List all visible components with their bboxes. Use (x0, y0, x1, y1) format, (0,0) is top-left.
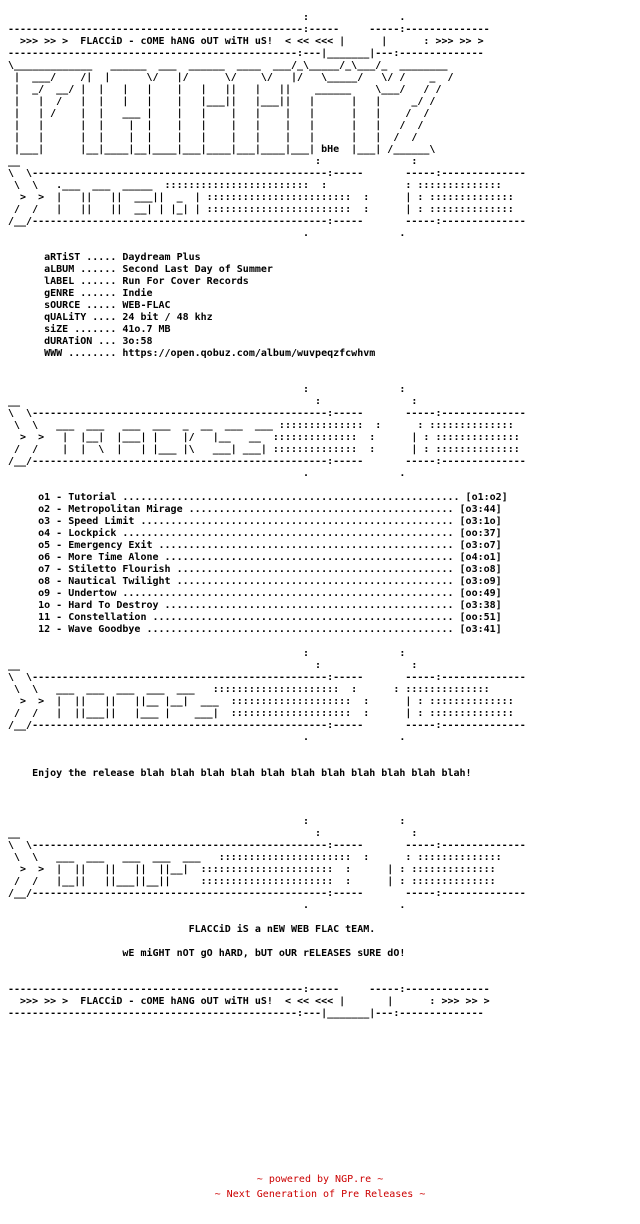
nfo-line: > > | || || || ||__| :::::::::::::::::::::: : | : :::::::::::::: (8, 864, 496, 875)
nfo-line: | | / | | | | | |___|| |___|| | | | _/ / (8, 96, 436, 107)
nfo-line: dURATiON ... 3o:58 (8, 336, 153, 347)
nfo-line: lABEL ...... Run For Cover Records (8, 276, 249, 287)
nfo-text (8, 12, 526, 1020)
nfo-line: \ \-------------------------------------------------:----- -----:-------------- (8, 840, 526, 851)
nfo-line: \ \-------------------------------------------------:----- -----:-------------- (8, 168, 526, 179)
nfo-line: aRTiST ..... Daydream Plus (8, 252, 201, 263)
nfo-line: ------------------------------------------------:---|_______|---:-------------- (8, 1008, 484, 1019)
nfo-line: __ : : (8, 396, 418, 407)
nfo-line: > > | || || ||__ |__| ___ :::::::::::::::::::: : | : :::::::::::::: (8, 696, 514, 707)
nfo-line: >>> >> > FLACCiD - cOME hANG oUT wiTH uS! < << <<< | | : >>> >> > (8, 996, 490, 1007)
nfo-line: aLBUM ...... Second Last Day of Summer (8, 264, 273, 275)
nfo-line: o2 - Metropolitan Mirage ............................................ [o3:44] (8, 504, 502, 515)
nfo-line: siZE ....... 41o.7 MB (8, 324, 171, 335)
nfo-line: : : (8, 384, 406, 395)
nfo-line: / / | | \ | | |___ |\ ___| ___| :::::::::::::: : | : :::::::::::::: (8, 444, 520, 455)
nfo-line: o5 - Emergency Exit ................................................. [o3:o7] (8, 540, 502, 551)
nfo-line: /__/-------------------------------------------------:----- -----:-------------- (8, 456, 526, 467)
nfo-line: sOURCE ..... WEB-FLAC (8, 300, 171, 311)
nfo-line: o4 - Lockpick ....................................................... [oo:37] (8, 528, 502, 539)
nfo-line: Enjoy the release blah blah blah blah blah blah blah blah blah blah blah! (8, 768, 472, 779)
nfo-line: WWW ........ https://open.qobuz.com/album/wuvpeqzfcwhvm (8, 348, 376, 359)
nfo-line: / / | ||___|| |___ | ___| :::::::::::::::::::: : | : :::::::::::::: (8, 708, 514, 719)
nfo-line: -------------------------------------------------:----- -----:-------------- (8, 24, 490, 35)
nfo-line: 1o - Hard To Destroy ................................................ [o3:38] (8, 600, 502, 611)
nfo-line: \ \ ___ ___ ___ ___ _ __ ___ ___ :::::::::::::: : : :::::::::::::: (8, 420, 514, 431)
nfo-line: . . (8, 732, 406, 743)
nfo-line: FLACCiD iS a nEW WEB FLAC tEAM. (8, 924, 376, 935)
nfo-line: o3 - Speed Limit .................................................... [o3:1o] (8, 516, 502, 527)
footer (0, 1172, 640, 1202)
nfo-line: . . (8, 228, 406, 239)
nfo-line: gENRE ...... Indie (8, 288, 153, 299)
nfo-line: | _/ __/ | | | | | | || | || ______ \___/ / / (8, 84, 442, 95)
nfo-line: / / |__|| ||___||__|| :::::::::::::::::::::: : | : :::::::::::::: (8, 876, 496, 887)
nfo-line: | | | | | | | | | | | | | | / / (8, 132, 418, 143)
nfo-line: : . (8, 12, 406, 23)
nfo-line: \ \-------------------------------------------------:----- -----:-------------- (8, 672, 526, 683)
nfo-line: /__/-------------------------------------------------:----- -----:-------------- (8, 888, 526, 899)
nfo-line: /__/-------------------------------------------------:----- -----:-------------- (8, 216, 526, 227)
nfo-line: o8 - Nautical Twilight .............................................. [o3:o9] (8, 576, 502, 587)
nfo-line: >>> >> > FLACCiD - cOME hANG oUT wiTH uS! < << <<< | | : >>> >> > (8, 36, 484, 47)
footer-powered-by: ~ powered by NGP.re ~ (256, 1174, 384, 1185)
nfo-line: | | / | | ___ | | | | | | | | | / / (8, 108, 430, 119)
nfo-line: | ___/ /| | \/ |/ \/ \/ |/ \_____/ \/ / _ / (8, 72, 454, 83)
nfo-line: __ : : (8, 660, 418, 671)
nfo-line: : : (8, 648, 406, 659)
nfo-line: o9 - Undertow ....................................................... [oo:49] (8, 588, 502, 599)
nfo-line: /__/-------------------------------------------------:----- -----:-------------- (8, 720, 526, 731)
nfo-line: __ : : (8, 828, 418, 839)
nfo-line: o7 - Stiletto Flourish .............................................. [o3:o8] (8, 564, 502, 575)
nfo-line: wE miGHT nOT gO hARD, bUT oUR rELEASES sURE dO! (8, 948, 406, 959)
nfo-line: / / | || || __| | |_| | :::::::::::::::::::::::: : | : :::::::::::::: (8, 204, 514, 215)
nfo-line: \ \ ___ ___ ___ ___ ___ :::::::::::::::::::::: : : :::::::::::::: (8, 852, 502, 863)
nfo-line: o1 - Tutorial ........................................................ [o1:o2] (8, 492, 508, 503)
nfo-line: > > | |__| |___| | |/ |__ __ :::::::::::::: : | : :::::::::::::: (8, 432, 520, 443)
nfo-line: -------------------------------------------------:----- -----:-------------- (8, 984, 490, 995)
nfo-line: \ \-------------------------------------------------:----- -----:-------------- (8, 408, 526, 419)
nfo-line: \ \ .___ ___ _____ :::::::::::::::::::::::: : : :::::::::::::: (8, 180, 502, 191)
nfo-line: __ : : (8, 156, 418, 167)
nfo-line: \_____________ ______ ___ ______ ____ ___/_\_____/_\___/_ ________ (8, 60, 448, 71)
nfo-line: qUALiTY .... 24 bit / 48 khz (8, 312, 213, 323)
nfo-line: 12 - Wave Goodbye ................................................... [o3:41] (8, 624, 502, 635)
nfo-line: > > | || || ___|| _ | :::::::::::::::::::::::: : | : :::::::::::::: (8, 192, 514, 203)
nfo-line: ------------------------------------------------:---|_______|---:-------------- (8, 48, 484, 59)
nfo-line: . . (8, 900, 406, 911)
nfo-line: . . (8, 468, 406, 479)
nfo-line: | | | | | | | | | | | | | | / / (8, 120, 424, 131)
nfo-line: : : (8, 816, 406, 827)
nfo-line: o6 - More Time Alone ................................................ [o4:o1] (8, 552, 502, 563)
nfo-line: |___| |__|____|__|____|___|____|___|____|___| bHe |___| /______\ (8, 144, 436, 155)
nfo-line: \ \ ___ ___ ___ ___ ___ ::::::::::::::::::::: : : :::::::::::::: (8, 684, 490, 695)
nfo-line: 11 - Constellation .................................................. [oo:51] (8, 612, 502, 623)
footer-tagline: ~ Next Generation of Pre Releases ~ (214, 1189, 426, 1200)
